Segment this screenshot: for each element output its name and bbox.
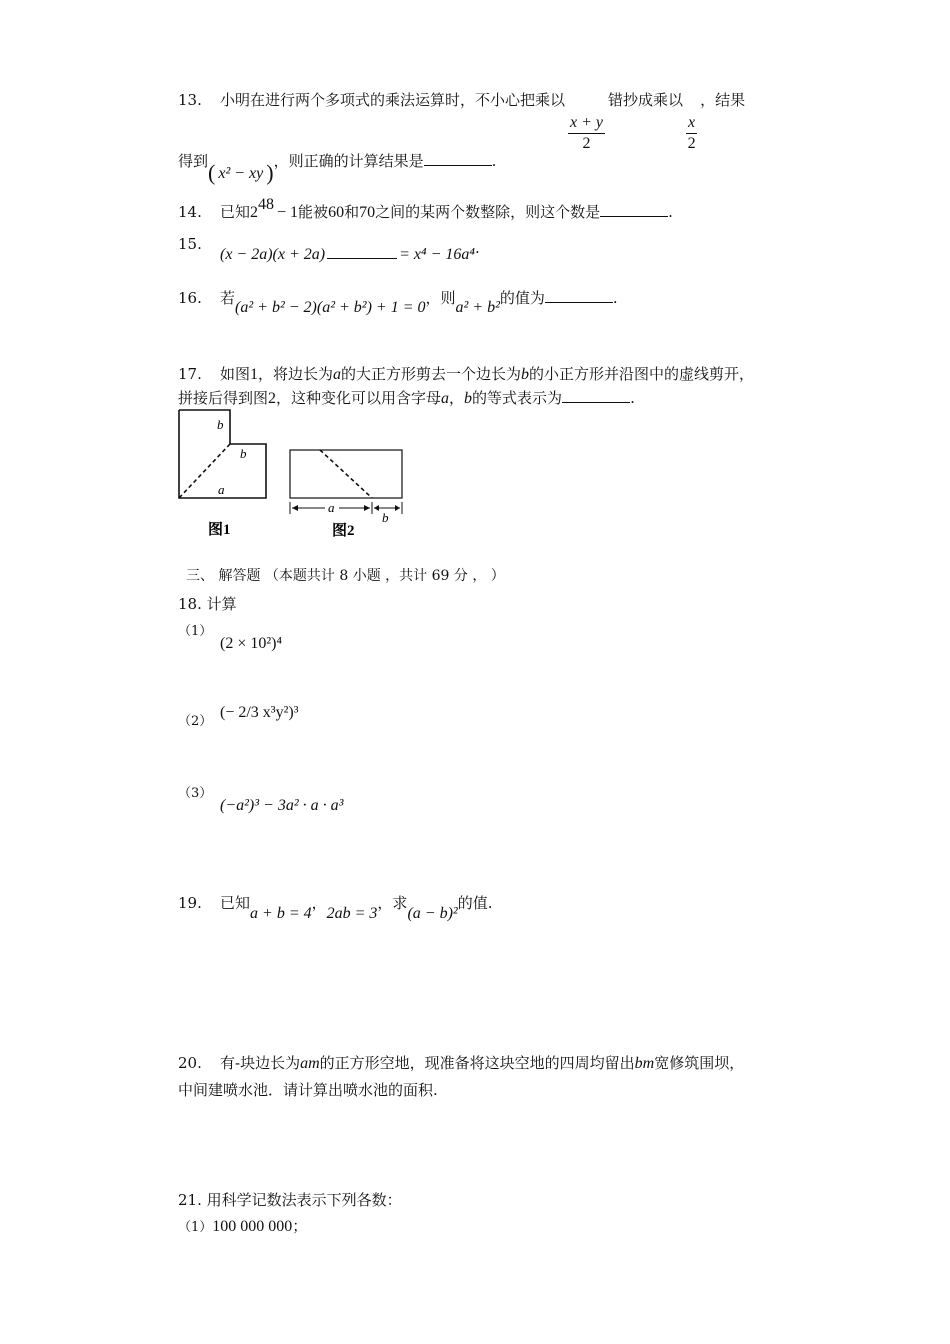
question-number: 15. bbox=[178, 235, 202, 253]
math-expression: a² + b² bbox=[455, 299, 500, 316]
math-expression: = x⁴ − 16a⁴ bbox=[399, 246, 475, 263]
question-number: 14. bbox=[178, 203, 202, 221]
figure-2-label-b: b bbox=[382, 510, 389, 525]
math-expression: (−a²)³ − 3a² · a · a³ bbox=[220, 797, 344, 814]
answer-blank[interactable] bbox=[327, 248, 397, 259]
math-expression: (a² + b² − 2)(a² + b²) + 1 = 0 bbox=[235, 299, 426, 316]
figure-1-label-b: b bbox=[217, 417, 224, 432]
answer-blank[interactable] bbox=[545, 290, 613, 303]
question-text: 错抄成乘以 bbox=[608, 91, 684, 109]
question-18-part-2-label: （2） bbox=[178, 714, 213, 729]
math-expression: (x − 2a)(x + 2a) bbox=[220, 246, 326, 263]
figure-1-caption: 图1 bbox=[208, 522, 231, 538]
question-15-expr: (x − 2a)(x + 2a) = x⁴ − 16a⁴. bbox=[220, 239, 480, 263]
question-number: 19. bbox=[178, 894, 202, 912]
figure-2 bbox=[290, 450, 402, 539]
math-expression: 2ab = 3 bbox=[326, 905, 378, 922]
question-text: 得到 bbox=[178, 152, 209, 170]
question-18-title: 18. 计算 bbox=[178, 595, 237, 613]
question-17-cont: 拼接后得到图2，这种变化可以用含字母a，b的等式表示为 . bbox=[178, 389, 635, 407]
question-17: 17. 如图1，将边长为a的大正方形剪去一个边长为b的小正方形并沿图中的虚线剪开， bbox=[178, 365, 755, 383]
answer-blank[interactable] bbox=[424, 153, 492, 166]
question-18-part-1-label: （1） bbox=[178, 624, 213, 639]
figure-2-label-a: a bbox=[328, 500, 335, 515]
question-21-part-1: （1）100 000 000； bbox=[178, 1217, 308, 1235]
number-value: 100 000 000 bbox=[212, 1218, 293, 1235]
figure-1 bbox=[179, 410, 266, 538]
question-15 bbox=[178, 234, 220, 254]
question-19: 19. 已知a + b = 4，2ab = 3，求(a − b)²的值. bbox=[178, 894, 493, 922]
question-17-figures bbox=[170, 404, 430, 544]
question-18-part-2 bbox=[220, 702, 299, 723]
question-13-cont: 得到( x² − xy )，则正确的计算结果是 . bbox=[178, 152, 497, 185]
section-3-title: 三、 解答题 （本题共计 8 小题 ，共计 69 分 ， ） bbox=[186, 568, 505, 584]
fraction-x-plus-y-over-2: $\frac{x + y}{2}$ bbox=[570, 114, 604, 152]
question-13 bbox=[178, 90, 745, 154]
figure-2-dashed-cut bbox=[320, 450, 372, 498]
question-text: ，结果 bbox=[700, 91, 746, 109]
question-20: 20. 有-块边长为am的正方形空地，现准备将这块空地的四周均留出bm宽修筑围坝， bbox=[178, 1054, 745, 1072]
question-text: 小明在进行两个多项式的乘法运算时，不小心把乘以 bbox=[220, 91, 566, 109]
answer-blank[interactable] bbox=[562, 390, 630, 403]
answer-blank[interactable] bbox=[600, 204, 668, 217]
question-18-part-3 bbox=[220, 795, 343, 816]
math-expression: (2 × 10²)⁴ bbox=[220, 635, 283, 652]
math-expression: a + b = 4 bbox=[250, 905, 312, 922]
question-18-part-1 bbox=[220, 633, 282, 654]
question-14: 14. 已知$2^{48} - 1$能被60和70之间的某两个数整除，则这个数是 . bbox=[178, 196, 673, 221]
figure-1-label-a: a bbox=[218, 482, 225, 497]
question-16: 16. 若(a² + b² − 2)(a² + b²) + 1 = 0，则a² + b²的值为 . bbox=[178, 289, 618, 316]
math-expression: (a − b)² bbox=[407, 905, 458, 922]
figure-2-caption: 图2 bbox=[332, 523, 355, 539]
question-20-cont: 中间建喷水池．请计算出喷水池的面积. bbox=[178, 1081, 438, 1099]
question-number: 13. bbox=[178, 91, 202, 109]
question-text: ，则正确的计算结果是 bbox=[273, 152, 424, 170]
figure-1-label-b: b bbox=[240, 446, 247, 461]
question-18-part-3-label: （3） bbox=[178, 786, 213, 801]
question-number: 20. bbox=[178, 1054, 202, 1072]
question-21-title: 21. 用科学记数法表示下列各数： bbox=[178, 1191, 402, 1209]
math-expression: (− 2/3 x³y²)³ bbox=[220, 704, 299, 721]
question-number: 16. bbox=[178, 289, 202, 307]
question-number: 17. bbox=[178, 365, 202, 383]
math-expression: x² − xy bbox=[218, 165, 264, 182]
fraction-x-over-2: $\frac{x}{2}$ bbox=[687, 114, 696, 152]
